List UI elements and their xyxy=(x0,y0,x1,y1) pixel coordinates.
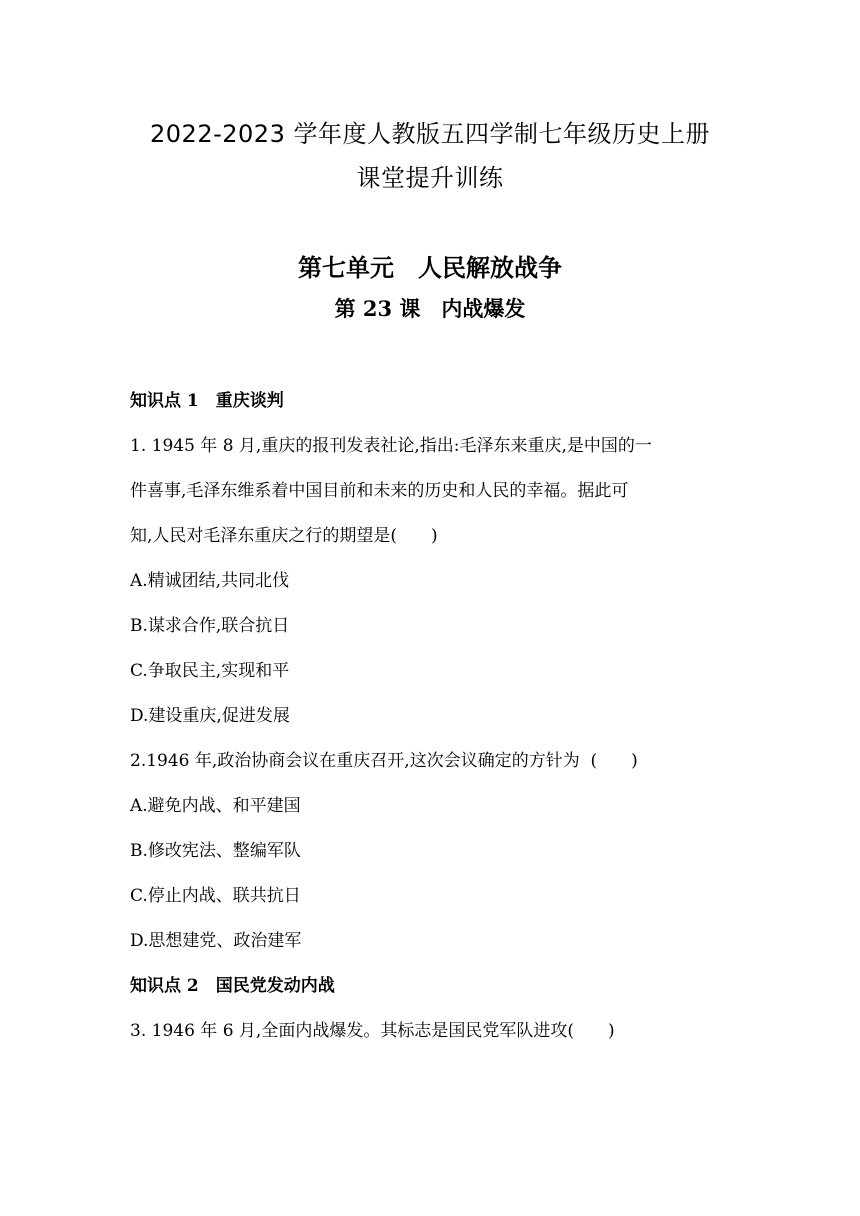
unit-heading: 第七单元 人民解放战争 xyxy=(298,254,562,282)
question-2-line-1: 2.1946 年,政治协商会议在重庆召开,这次会议确定的方针为 ( ) xyxy=(130,751,638,771)
knowledge-point-heading: 知识点 1 重庆谈判 xyxy=(130,391,284,411)
question-1-line-3: 知,人民对毛泽东重庆之行的期望是( ) xyxy=(130,526,438,546)
document-title: 2022-2023 学年度人教版五四学制七年级历史上册 xyxy=(150,120,710,148)
question-2-option-c: C.停止内战、联共抗日 xyxy=(130,886,301,906)
lesson-heading: 第 23 课 内战爆发 xyxy=(334,296,526,321)
knowledge-point-heading: 知识点 2 国民党发动内战 xyxy=(130,976,335,996)
question-2-option-b: B.修改宪法、整编军队 xyxy=(130,841,301,861)
question-1-line-1: 1. 1945 年 8 月,重庆的报刊发表社论,指出:毛泽东来重庆,是中国的一 xyxy=(130,436,652,456)
question-2-option-a: A.避免内战、和平建国 xyxy=(130,796,301,816)
question-3-line-1: 3. 1946 年 6 月,全面内战爆发。其标志是国民党军队进攻( ) xyxy=(130,1021,615,1041)
question-1-option-c: C.争取民主,实现和平 xyxy=(130,661,290,681)
question-1-option-b: B.谋求合作,联合抗日 xyxy=(130,616,290,636)
question-1-line-2: 件喜事,毛泽东维系着中国目前和未来的历史和人民的幸福。据此可 xyxy=(130,481,629,501)
question-2-option-d: D.思想建党、政治建军 xyxy=(130,931,302,951)
document-subtitle: 课堂提升训练 xyxy=(356,164,504,192)
question-1-option-a: A.精诚团结,共同北伐 xyxy=(130,571,290,591)
question-1-option-d: D.建设重庆,促进发展 xyxy=(130,706,290,726)
